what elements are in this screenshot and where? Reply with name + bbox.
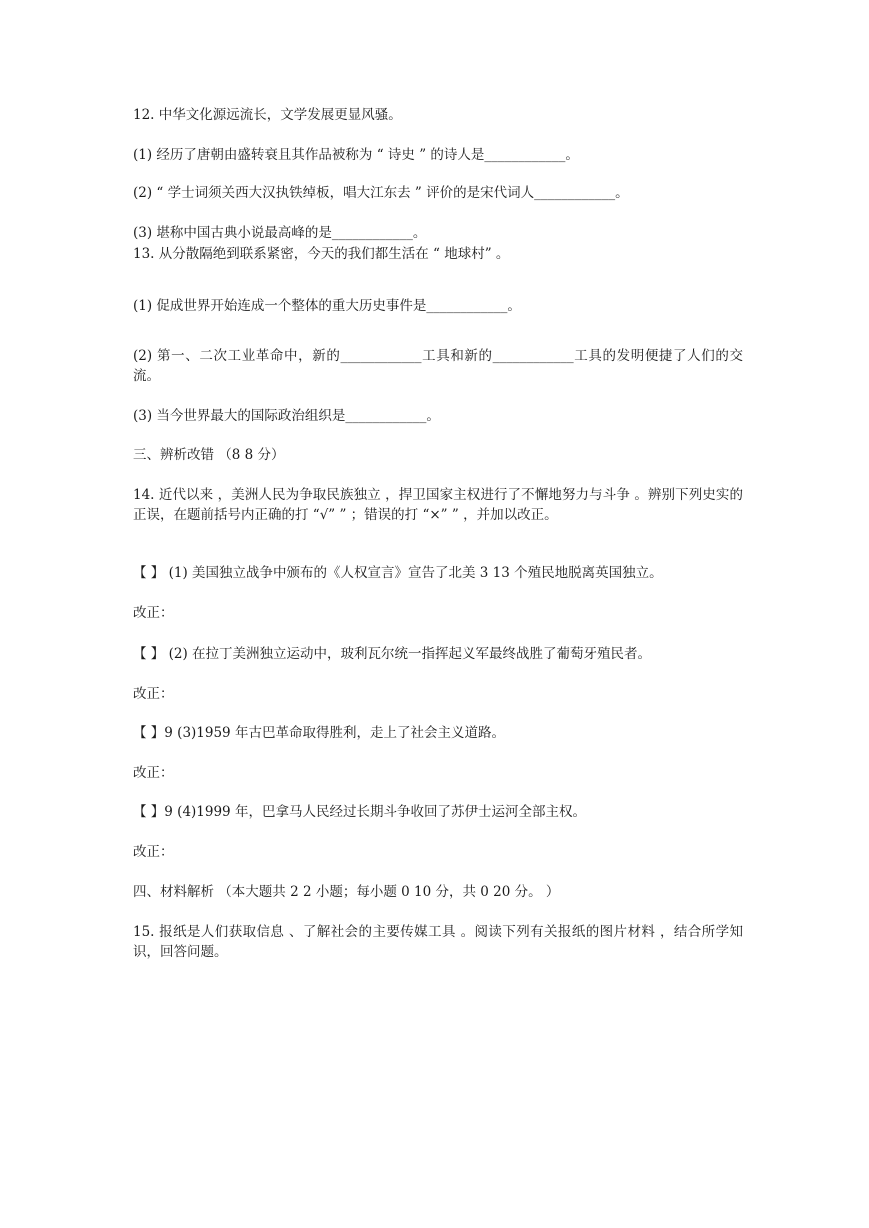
section-4-heading: 四、材料解析 （本大题共 2 2 小题；每小题 0 10 分，共 0 20 分。 ） <box>133 884 560 900</box>
correction-label-3: 改正： <box>133 765 174 781</box>
question-13-part-2: (2) 第一、二次工业革命中，新的____________工具和新的____________工具的发明便捷了人们的交流。 <box>133 348 743 384</box>
section-3-heading: 三、辨析改错 （8 8 分） <box>133 447 285 463</box>
question-15-text: 15. 报纸是人们获取信息 、了解社会的主要传媒工具 。阅读下列有关报纸的图片材料 ，结合所学知识，回答问题。 <box>133 924 743 960</box>
question-14-item-3: 【 】9 (3)1959 年古巴革命取得胜利，走上了社会主义道路。 <box>133 725 505 741</box>
question-14-item-1: 【 】 (1) 美国独立战争中颁布的《人权宣言》宣告了北美 3 13 个殖民地脱离英国独立。 <box>133 565 663 581</box>
question-13-title: 13. 从分散隔绝到联系紧密，今天的我们都生活在 “ 地球村” 。 <box>133 246 510 262</box>
question-12-part-2: (2) “ 学士词须关西大汉执铁绰板，唱大江东去 ” 评价的是宋代词人____________。 <box>133 185 629 201</box>
question-12-title: 12. 中华文化源远流长，文学发展更显风骚。 <box>133 107 402 123</box>
question-14-item-2: 【 】 (2) 在拉丁美洲独立运动中，玻利瓦尔统一指挥起义军最终战胜了葡萄牙殖民者。 <box>133 646 651 662</box>
correction-label-1: 改正： <box>133 605 174 621</box>
question-13-part-1: (1) 促成世界开始连成一个整体的重大历史事件是____________。 <box>133 298 521 314</box>
question-14-text: 14. 近代以来 ，美洲人民为争取民族独立 ，捍卫国家主权进行了不懈地努力与斗争 。辨别下列史实的正误，在题前括号内正确的打 “√” ” ；错误的打 “×” ” ，并加以改正。 <box>133 487 743 523</box>
correction-label-4: 改正： <box>133 844 174 860</box>
question-13-part-3: (3) 当今世界最大的国际政治组织是____________。 <box>133 408 440 424</box>
question-14-item-4: 【 】9 (4)1999 年，巴拿马人民经过长期斗争收回了苏伊士运河全部主权。 <box>133 804 586 820</box>
question-12-part-3: (3) 堪称中国古典小说最高峰的是____________。 <box>133 225 427 241</box>
correction-label-2: 改正： <box>133 686 174 702</box>
question-12-part-1: (1) 经历了唐朝由盛转衰且其作品被称为 “ 诗史 ” 的诗人是____________。 <box>133 147 579 163</box>
